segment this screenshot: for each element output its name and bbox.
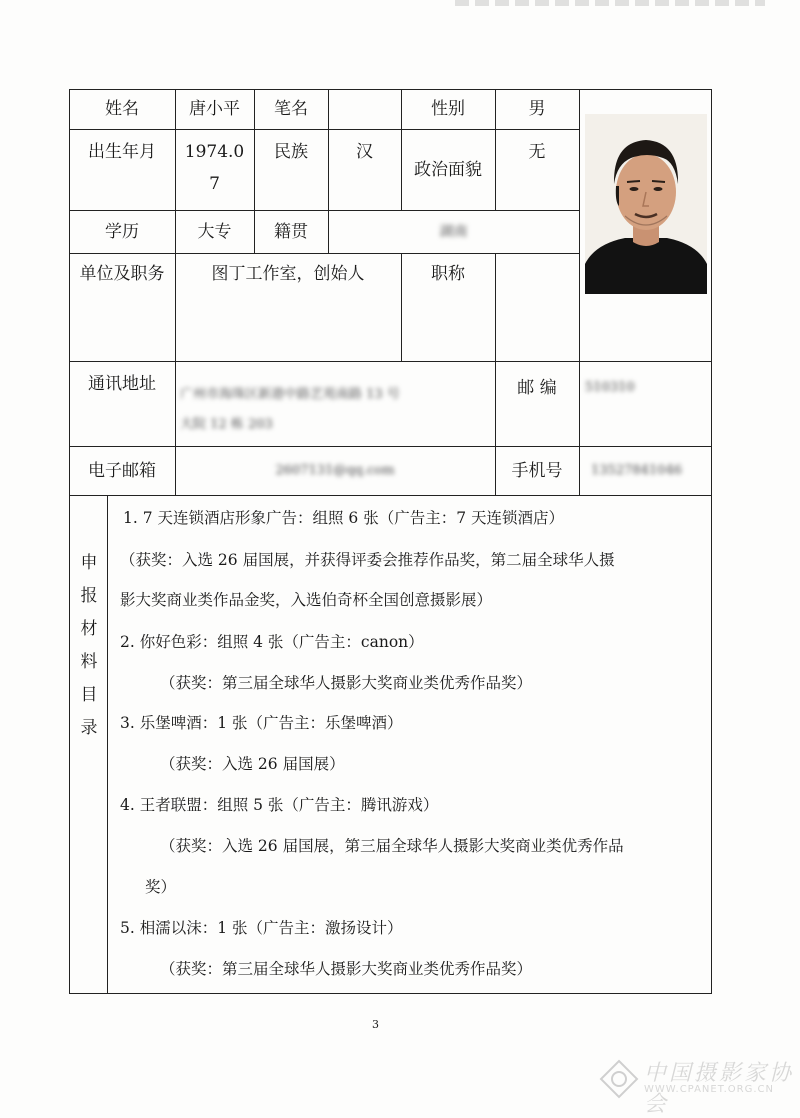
entry-line: （获奖：入选 26 届国展，第三届全球华人摄影大奖商业类优秀作品 <box>160 837 624 855</box>
section-label <box>78 547 100 745</box>
col-line <box>107 495 108 994</box>
portrait-figure <box>585 114 707 294</box>
section-char: 录 <box>80 718 98 738</box>
watermark <box>598 1056 798 1117</box>
section-char: 报 <box>80 586 98 606</box>
unit-value: 图丁工作室，创始人 <box>211 264 365 284</box>
birth-value <box>175 129 254 210</box>
email-value: 2607131@qq.com <box>275 462 395 478</box>
name-value: 唐小平 <box>189 99 240 119</box>
title-value <box>495 253 579 361</box>
section-char: 目 <box>80 685 98 705</box>
address-label: 通讯地址 <box>88 374 156 394</box>
entry-line: 1. 7 天连锁酒店形象广告：组照 6 张（广告主：7 天连锁酒店） <box>123 509 565 527</box>
postcode-value: 510310 <box>585 380 635 395</box>
birth-value-line2: 7 <box>209 174 220 194</box>
political-value: 无 <box>528 142 546 162</box>
entry-line: （获奖：入选 26 届国展） <box>160 755 345 773</box>
gender-label: 性别 <box>431 99 465 119</box>
birth-label: 出生年月 <box>88 142 156 162</box>
title-label: 职称 <box>431 264 465 284</box>
entry-line: 4. 王者联盟：组照 5 张（广告主：腾讯游戏） <box>120 796 439 814</box>
entry-line: （获奖：入选 26 届国展，并获得评委会推荐作品奖，第二届全球华人摄 <box>120 551 615 569</box>
postcode-label: 邮 编 <box>517 378 557 398</box>
col-line <box>579 89 580 361</box>
penname-label: 笔名 <box>274 99 308 119</box>
education-value: 大专 <box>197 221 232 242</box>
address-value <box>180 361 495 446</box>
address-line2: 大院 12 栋 203 <box>180 416 273 432</box>
native-label: 籍贯 <box>274 221 308 242</box>
watermark-text: 中国摄影家协会 <box>644 1061 795 1117</box>
native-value: 湖南 <box>439 223 468 240</box>
entry-line: 3. 乐堡啤酒：1 张（广告主：乐堡啤酒） <box>120 714 403 732</box>
entry-line: （获奖：第三届全球华人摄影大奖商业类优秀作品奖） <box>160 674 533 692</box>
watermark-logo-icon <box>598 1058 640 1100</box>
name-label: 姓名 <box>105 99 139 119</box>
entry-line: （获奖：第三届全球华人摄影大奖商业类优秀作品奖） <box>160 960 533 978</box>
section-char: 申 <box>80 553 98 573</box>
section-char: 料 <box>80 652 98 672</box>
political-label: 政治面貌 <box>414 159 482 180</box>
entry-line: 5. 相濡以沫：1 张（广告主：激扬设计） <box>120 919 403 937</box>
phone-value: 13527841046 <box>591 462 682 478</box>
penname-value <box>328 89 401 129</box>
row-line <box>69 495 712 496</box>
gender-value: 男 <box>528 99 546 119</box>
birth-value-line1: 1974.0 <box>184 142 245 162</box>
page-number: 3 <box>372 1018 379 1031</box>
scan-top-mark <box>455 0 765 6</box>
section-char: 材 <box>80 619 98 639</box>
education-label: 学历 <box>105 221 139 242</box>
ethnicity-label: 民族 <box>274 142 308 162</box>
entry-line: 2. 你好色彩：组照 4 张（广告主：canon） <box>120 633 424 651</box>
entry-line: 影大奖商业类作品金奖，入选伯奇杯全国创意摄影展） <box>120 591 493 609</box>
email-label: 电子邮箱 <box>88 460 156 481</box>
address-line1: 广州市海珠区新港中路艺苑南路 13 号 <box>180 386 400 402</box>
watermark-url: WWW.CPANET.ORG.CN <box>644 1084 775 1095</box>
unit-label: 单位及职务 <box>79 264 165 284</box>
ethnicity-value: 汉 <box>356 142 373 162</box>
phone-label: 手机号 <box>511 460 563 481</box>
applicant-photo <box>585 114 707 294</box>
entry-line: 奖） <box>145 878 177 896</box>
